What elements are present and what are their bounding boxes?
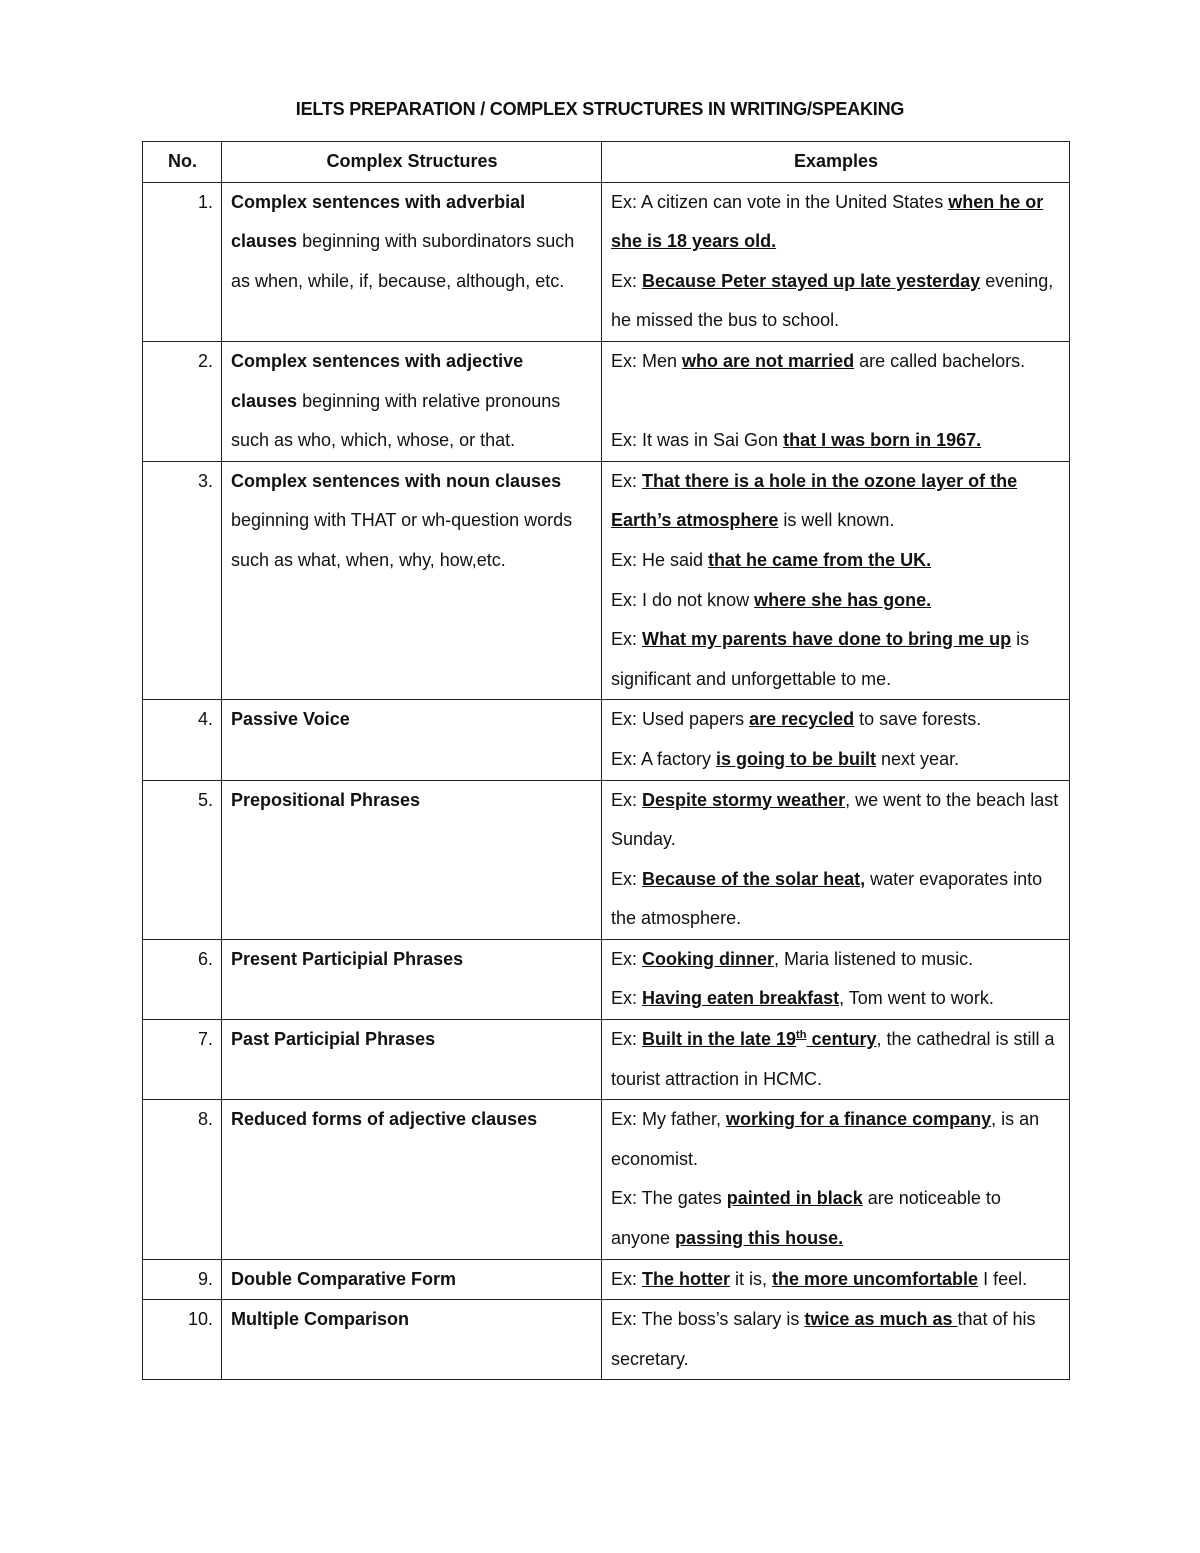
examples-cell	[602, 780, 1070, 939]
examples-cell	[602, 1300, 1070, 1380]
row-number: 2.	[143, 341, 222, 461]
text-run: , Maria listened to music.	[774, 948, 974, 969]
example-sentence	[611, 462, 1061, 541]
emphasized-text: Built in the late 19	[642, 1029, 797, 1050]
emphasized-text: Complex sentences with adjective clauses	[231, 350, 524, 411]
emphasized-text: That there is a hole in the ozone layer of the Earth’s atmosphere	[611, 470, 1018, 531]
example-sentence	[611, 979, 1061, 1019]
text-run: , is an economist.	[611, 1109, 1040, 1169]
emphasized-text: Complex sentences with adverbial clauses	[231, 191, 526, 252]
row-number: 6.	[143, 939, 222, 1019]
example-sentence	[611, 781, 1061, 860]
text-run: evening, he missed the bus to school.	[611, 270, 1054, 331]
structure-cell	[222, 1259, 602, 1300]
structure-cell	[222, 182, 602, 341]
emphasized-text: Complex sentences with noun clauses	[231, 470, 562, 491]
text-run: Ex: It was in Sai Gon	[611, 430, 784, 451]
text-run: Ex:	[611, 629, 643, 650]
row-number: 1.	[143, 182, 222, 341]
emphasized-text: that he came from the UK.	[708, 549, 932, 570]
structure-cell	[222, 1020, 602, 1100]
example-sentence	[611, 342, 1061, 382]
example-sentence	[611, 1179, 1061, 1258]
emphasized-text: Having eaten breakfast	[642, 988, 840, 1009]
text-run: Ex:	[611, 988, 643, 1009]
structure-cell	[222, 1100, 602, 1259]
examples-cell	[602, 182, 1070, 341]
emphasized-text: What my parents have done to bring me up	[642, 629, 1012, 650]
example-sentence	[611, 1020, 1061, 1099]
emphasized-text: the more uncomfortable	[772, 1268, 979, 1289]
table-row	[143, 700, 1070, 780]
text-run: beginning with THAT or wh-question words such as what, when, why, how,etc.	[231, 510, 573, 570]
examples-cell	[602, 1020, 1070, 1100]
text-run: , we went to the beach last Sunday.	[611, 789, 1059, 850]
text-run: Ex: A citizen can vote in the United States	[611, 191, 949, 212]
structure-cell	[222, 461, 602, 700]
example-sentence	[611, 700, 1061, 740]
emphasized-text: Passive Voice	[231, 709, 350, 730]
text-run: beginning with relative pronouns such as who, which, whose, or that.	[231, 390, 561, 451]
emphasized-text: century	[806, 1029, 877, 1050]
emphasized-text: that I was born in 1967.	[783, 430, 982, 451]
text-run: Ex:	[611, 470, 643, 491]
emphasized-text: passing this house.	[675, 1228, 844, 1249]
table-row	[143, 341, 1070, 461]
examples-cell	[602, 1259, 1070, 1300]
row-number: 3.	[143, 461, 222, 700]
row-number: 9.	[143, 1259, 222, 1300]
text-run: to save forests.	[854, 709, 982, 730]
table-row	[143, 939, 1070, 1019]
emphasized-text: when he or she is 18 years old.	[611, 191, 1044, 252]
text-run: Ex: My father,	[611, 1109, 727, 1130]
emphasized-text: are recycled	[749, 709, 855, 730]
emphasized-text: The hotter	[642, 1268, 731, 1289]
emphasized-text: where she has gone.	[754, 589, 932, 610]
text-run: that of his secretary.	[611, 1309, 1036, 1369]
structure-cell	[222, 700, 602, 780]
example-sentence	[611, 262, 1061, 341]
text-run: beginning with subordinators such as when, while, if, because, although, etc.	[231, 231, 575, 291]
emphasized-text: Cooking dinner	[642, 948, 775, 969]
row-number: 8.	[143, 1100, 222, 1259]
text-run: it is,	[730, 1268, 773, 1289]
structure-cell	[222, 780, 602, 939]
text-run: I feel.	[978, 1268, 1028, 1289]
header-no: No.	[143, 142, 222, 183]
example-sentence	[611, 620, 1061, 699]
text-run: Ex:	[611, 1268, 643, 1289]
example-sentence	[611, 1100, 1061, 1179]
text-run: Ex: Men	[611, 350, 683, 371]
emphasized-text: Because Peter stayed up late yesterday	[642, 270, 981, 291]
example-sentence	[611, 183, 1061, 262]
table-row	[143, 780, 1070, 939]
row-number: 5.	[143, 780, 222, 939]
text-run: Ex: A factory	[611, 748, 717, 769]
table-row	[143, 1020, 1070, 1100]
emphasized-text: Prepositional Phrases	[231, 789, 421, 810]
examples-cell	[602, 1100, 1070, 1259]
emphasized-text: Multiple Comparison	[231, 1309, 410, 1330]
example-sentence	[611, 581, 1061, 621]
text-run: water evaporates into the atmosphere.	[611, 868, 1043, 929]
table-row	[143, 182, 1070, 341]
text-run: are called bachelors.	[854, 350, 1026, 371]
emphasized-text: th	[796, 1029, 807, 1042]
text-run: Ex:	[611, 948, 643, 969]
text-run: next year.	[876, 748, 960, 769]
examples-cell	[602, 939, 1070, 1019]
header-complex-structures: Complex Structures	[222, 142, 602, 183]
example-sentence	[611, 860, 1061, 939]
text-run: Ex: The gates	[611, 1188, 727, 1209]
row-number: 4.	[143, 700, 222, 780]
text-run: Ex:	[611, 1029, 643, 1050]
text-run: Ex: Used papers	[611, 709, 750, 730]
emphasized-text: who are not married	[682, 350, 855, 371]
text-run: , Tom went to work.	[839, 988, 994, 1009]
emphasized-text: Reduced forms of adjective clauses	[231, 1109, 538, 1130]
text-run: are noticeable to anyone	[611, 1188, 1001, 1249]
header-examples: Examples	[602, 142, 1070, 183]
table-row	[143, 1100, 1070, 1259]
structure-cell	[222, 341, 602, 461]
emphasized-text: painted in black	[726, 1188, 863, 1209]
text-run: is significant and unforgettable to me.	[611, 629, 1030, 689]
text-run: Ex:	[611, 868, 643, 889]
text-run: , the cathedral is still a tourist attraction in HCMC.	[611, 1029, 1055, 1089]
table-row	[143, 1259, 1070, 1300]
example-sentence	[611, 940, 1061, 980]
examples-cell	[602, 700, 1070, 780]
emphasized-text: Double Comparative Form	[231, 1268, 457, 1289]
page-title: IELTS PREPARATION / COMPLEX STRUCTURES IN WRITING/SPEAKING	[295, 99, 905, 119]
emphasized-text: Past Participial Phrases	[231, 1029, 436, 1050]
example-sentence	[611, 421, 1061, 461]
table-body	[143, 182, 1070, 1380]
example-sentence	[611, 740, 1061, 780]
example-sentence	[611, 1300, 1061, 1379]
text-run: Ex: The boss’s salary is	[611, 1309, 805, 1330]
row-number: 7.	[143, 1020, 222, 1100]
emphasized-text: Despite stormy weather	[642, 789, 846, 810]
example-sentence	[611, 541, 1061, 581]
table-row	[143, 1300, 1070, 1380]
table-header-row	[143, 142, 1070, 183]
text-run: Ex:	[611, 789, 643, 810]
example-sentence	[611, 382, 1061, 422]
text-run: Ex: I do not know	[611, 589, 755, 610]
text-run: is well known.	[778, 510, 895, 531]
emphasized-text: Present Participial Phrases	[231, 948, 464, 969]
examples-cell	[602, 341, 1070, 461]
structure-cell	[222, 1300, 602, 1380]
examples-cell	[602, 461, 1070, 700]
table-row	[143, 461, 1070, 700]
example-sentence	[611, 1260, 1061, 1300]
emphasized-text: twice as much as	[804, 1309, 958, 1330]
row-number: 10.	[143, 1300, 222, 1380]
emphasized-text: Because of the solar heat,	[642, 868, 866, 889]
emphasized-text: is going to be built	[716, 748, 877, 769]
emphasized-text: working for a finance company	[726, 1109, 992, 1130]
structure-cell	[222, 939, 602, 1019]
text-run: Ex:	[611, 270, 643, 291]
text-run: Ex: He said	[611, 549, 709, 570]
structures-table	[142, 141, 1070, 1380]
